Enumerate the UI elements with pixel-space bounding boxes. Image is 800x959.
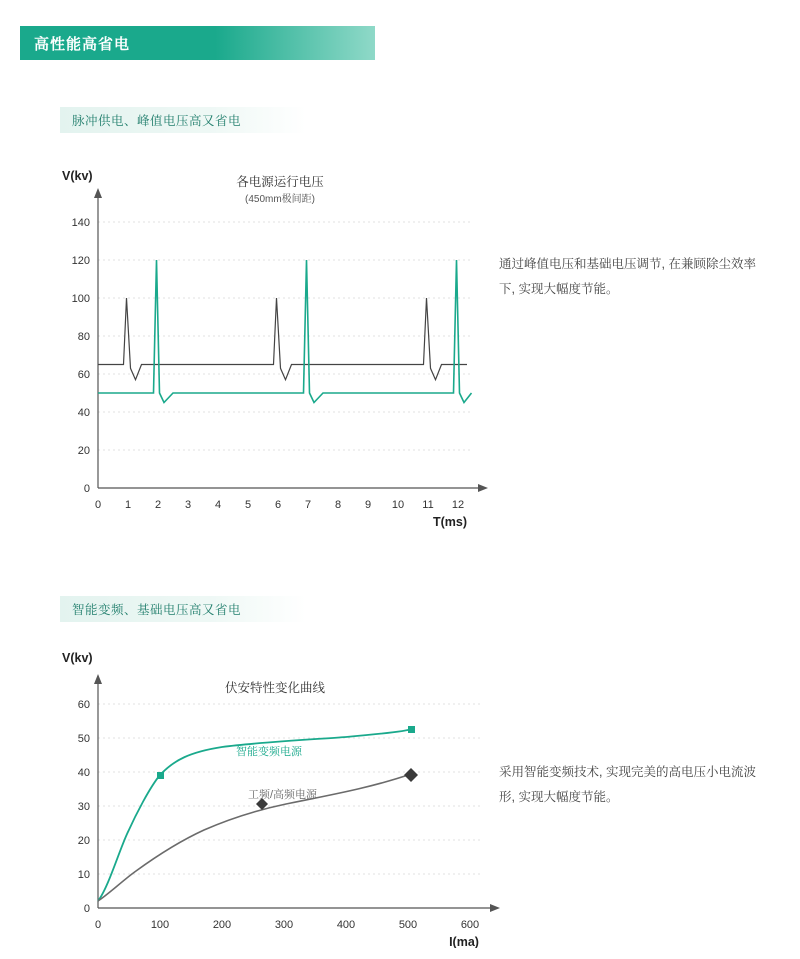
chart2-ytick-5: 50	[77, 733, 90, 745]
page-title: 高性能高省电	[34, 35, 131, 53]
chart1-xlabel: T(ms)	[432, 515, 468, 529]
section-2-chip-label: 智能变频、基础电压高又省电	[72, 603, 242, 617]
chart2-marker-inverter-1	[157, 772, 164, 779]
chart2-xtick-2: 200	[212, 919, 232, 931]
chart1-xtick-11: 11	[422, 499, 434, 511]
chart1-ytick-0: 0	[83, 483, 90, 495]
chart1-xtick-1: 1	[124, 499, 132, 511]
chart2-x-ticks	[95, 919, 479, 931]
chart2-xtick-1: 100	[150, 919, 170, 931]
chart1-ytick-5: 100	[71, 293, 90, 305]
chart2-ytick-3: 30	[77, 801, 90, 813]
chart1-y-ticks	[72, 217, 90, 495]
chart1-xtick-8: 8	[334, 499, 342, 511]
page-banner	[20, 26, 375, 60]
chart1-xtick-0: 0	[94, 499, 102, 511]
section-2-note: 采用智能变频技术, 实现完美的高电压小电流波形, 实现大幅度节能。	[499, 765, 756, 804]
chart1-ytick-4: 80	[77, 331, 90, 343]
chart2-ytick-4: 40	[77, 767, 90, 779]
chart1-x-ticks	[95, 499, 464, 511]
section-2-chip	[60, 596, 306, 622]
chart2-y-ticks	[78, 699, 90, 915]
chart1-xtick-3: 3	[184, 499, 192, 511]
chart1-xtick-6: 6	[274, 499, 282, 511]
chart2-xtick-3: 300	[274, 919, 294, 931]
chart1-xtick-10: 10	[391, 499, 405, 511]
chart1-xtick-2: 2	[154, 499, 162, 511]
chart1-ytick-6: 120	[71, 255, 90, 267]
chart1-ytick-3: 60	[77, 369, 90, 381]
chart2-series-inverter-label: 智能变频电源	[236, 746, 302, 758]
chart-pulse-voltage-svg	[40, 160, 500, 530]
chart2-xtick-4: 400	[336, 919, 356, 931]
chart1-ytick-1: 20	[77, 445, 90, 457]
section-1-chip	[60, 107, 306, 133]
chart1-xtick-9: 9	[364, 499, 372, 511]
chart2-marker-linefreq-2	[404, 768, 418, 782]
chart2-ytick-0: 0	[83, 903, 90, 915]
chart2-xtick-6: 600	[460, 919, 480, 931]
chart1-xtick-4: 4	[214, 499, 222, 511]
chart2-ytick-2: 20	[77, 835, 90, 847]
chart1-ytick-2: 40	[77, 407, 90, 419]
chart1-title: 各电源运行电压	[236, 175, 324, 189]
chart2-xtick-0: 0	[94, 919, 102, 931]
chart2-marker-inverter-2	[408, 726, 415, 733]
section-1-chip-label: 脉冲供电、峰值电压高又省电	[72, 114, 242, 128]
chart1-ylabel: V(kv)	[62, 169, 93, 183]
chart1-gridlines	[98, 222, 470, 450]
chart-vi-characteristic	[40, 648, 510, 948]
chart2-xtick-5: 500	[398, 919, 418, 931]
chart2-ylabel: V(kv)	[62, 651, 93, 665]
chart1-series-inverter	[98, 260, 472, 403]
chart1-xtick-12: 12	[451, 499, 465, 511]
chart2-xlabel: I(ma)	[449, 935, 479, 948]
chart2-series-linefreq-label: 工频/高频电源	[248, 789, 318, 801]
chart-vi-svg	[40, 648, 510, 948]
chart1-xtick-5: 5	[244, 499, 252, 511]
chart2-title: 伏安特性变化曲线	[224, 681, 326, 695]
chart2-ytick-1: 10	[77, 869, 90, 881]
chart2-ytick-6: 60	[77, 699, 90, 711]
chart1-ytick-7: 140	[71, 217, 90, 229]
chart1-xtick-7: 7	[304, 499, 312, 511]
chart1-subtitle: (450mm极间距)	[244, 194, 316, 205]
chart-pulse-voltage	[40, 160, 500, 530]
section-1-note: 通过峰值电压和基础电压调节, 在兼顾除尘效率下, 实现大幅度节能。	[499, 257, 756, 296]
